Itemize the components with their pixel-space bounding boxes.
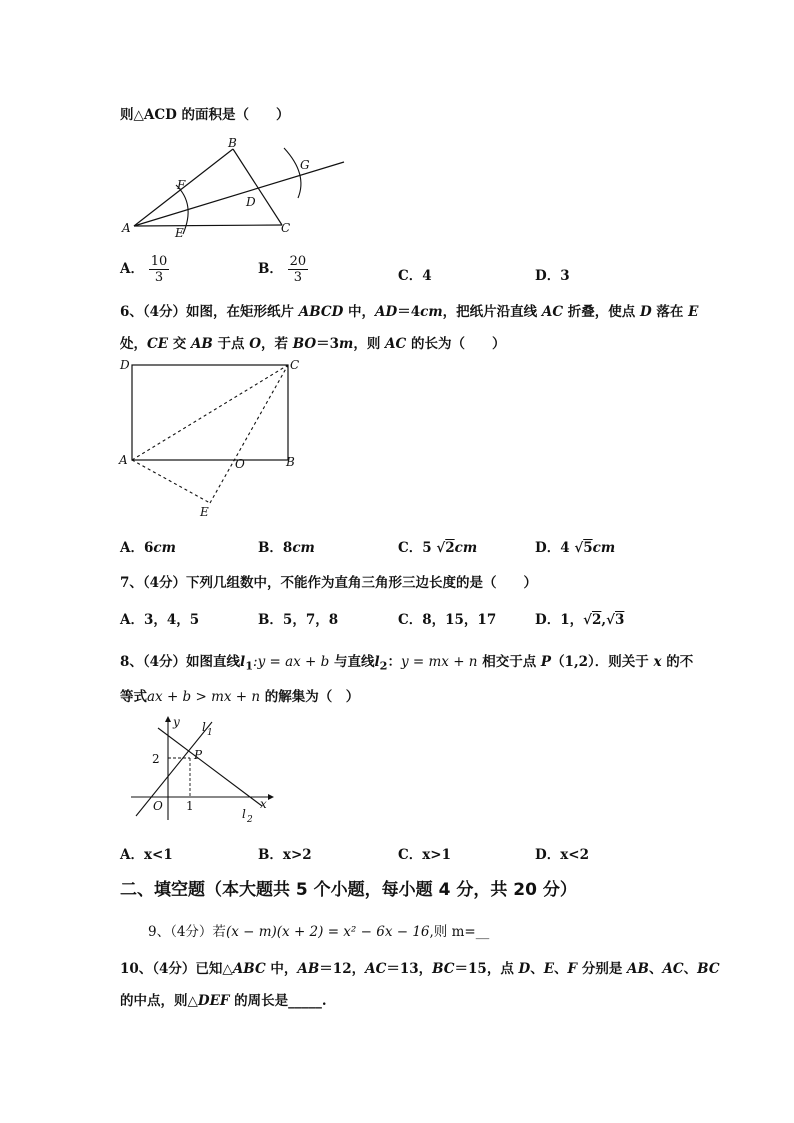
q5-option-d: D．3 [535, 268, 570, 284]
q6-line2: 处，CE 交 AB 于点 O，若 BO＝3m，则 AC 的长为（ ） [120, 336, 506, 352]
label-C: C [290, 358, 300, 372]
label-1: 1 [186, 799, 194, 813]
q8-line1: 8、（4分）如图直线$l_1:y$ = ax + b 与直线$l_2$：y = mx + n 相交于点 P（1,2）．则关于 x 的不 [120, 654, 694, 673]
q6-option-c: C．5 √2cm [398, 540, 478, 556]
label-A: A [122, 221, 131, 235]
label-B: B [228, 136, 237, 150]
q5-option-a: A． $\frac{10}{3}$ [120, 254, 168, 285]
label-l2-sub: 2 [247, 815, 253, 824]
label-l1: l [202, 720, 206, 734]
q7-option-a: A．3，4，5 [120, 612, 200, 628]
label-D: D [120, 358, 130, 372]
q10-line1: 10、（4分）已知△ABC 中，AB＝12，AC＝13，BC＝15，点 D、E、F 分别是 AB、AC、BC [120, 961, 720, 977]
q6-line1: 6、（4分）如图，在矩形纸片 ABCD 中，AD＝4cm，把纸片沿直线 AC 折叠，使点 D 落在 E [120, 304, 699, 320]
section-title: 二、填空题（本大题共 5 个小题，每小题 4 分，共 20 分） [120, 880, 577, 900]
label-2: 2 [152, 752, 160, 766]
label-O: O [153, 799, 163, 813]
q8-option-b: B．x>2 [258, 847, 312, 863]
label-E: E [175, 226, 184, 240]
q5-option-b: B． $\frac{20}{3}$ [258, 254, 307, 285]
label-F: F [177, 178, 186, 192]
label-y: y [173, 715, 180, 729]
q10-line2: 的中点，则△DEF 的周长是_____. [120, 993, 327, 1009]
label-B: B [286, 455, 295, 469]
q8-line2: 等式ax + b > mx + n 的解集为（ ） [120, 689, 360, 705]
q7-option-c: C．8，15，17 [398, 612, 497, 628]
q6-option-b: B．8cm [258, 540, 315, 556]
label-x: x [260, 797, 267, 811]
q5-option-c: C．4 [398, 268, 432, 284]
label-l1-sub: 1 [207, 728, 213, 738]
label-A: A [119, 453, 128, 467]
q8-option-d: D．x<2 [535, 847, 589, 863]
label-D: D [246, 195, 256, 209]
label-E: E [200, 505, 209, 519]
q8-option-a: A．x<1 [120, 847, 173, 863]
q8-option-c: C．x>1 [398, 847, 452, 863]
q7-option-d: D．1，√2,√3 [535, 612, 625, 628]
label-P: P [194, 748, 203, 762]
q5-stem: 则△ACD 的面积是（ ） [120, 107, 290, 123]
q6-option-a: A．6cm [120, 540, 176, 556]
label-O: O [235, 457, 245, 471]
label-C: C [281, 221, 291, 235]
q6-figure [118, 355, 308, 520]
q7-stem: 7、（4分）下列几组数中，不能作为直角三角形三边长度的是（ ） [120, 575, 538, 591]
q9-stem: 9、（4分）若(x − m)(x + 2) = x² − 6x − 16,则 m=__ [148, 924, 490, 940]
q5-figure [118, 132, 358, 244]
q7-option-b: B．5，7，8 [258, 612, 339, 628]
q6-option-d: D．4 √5cm [535, 540, 616, 556]
label-l2: l [242, 807, 246, 821]
label-G: G [300, 158, 310, 172]
q8-figure [128, 712, 276, 824]
